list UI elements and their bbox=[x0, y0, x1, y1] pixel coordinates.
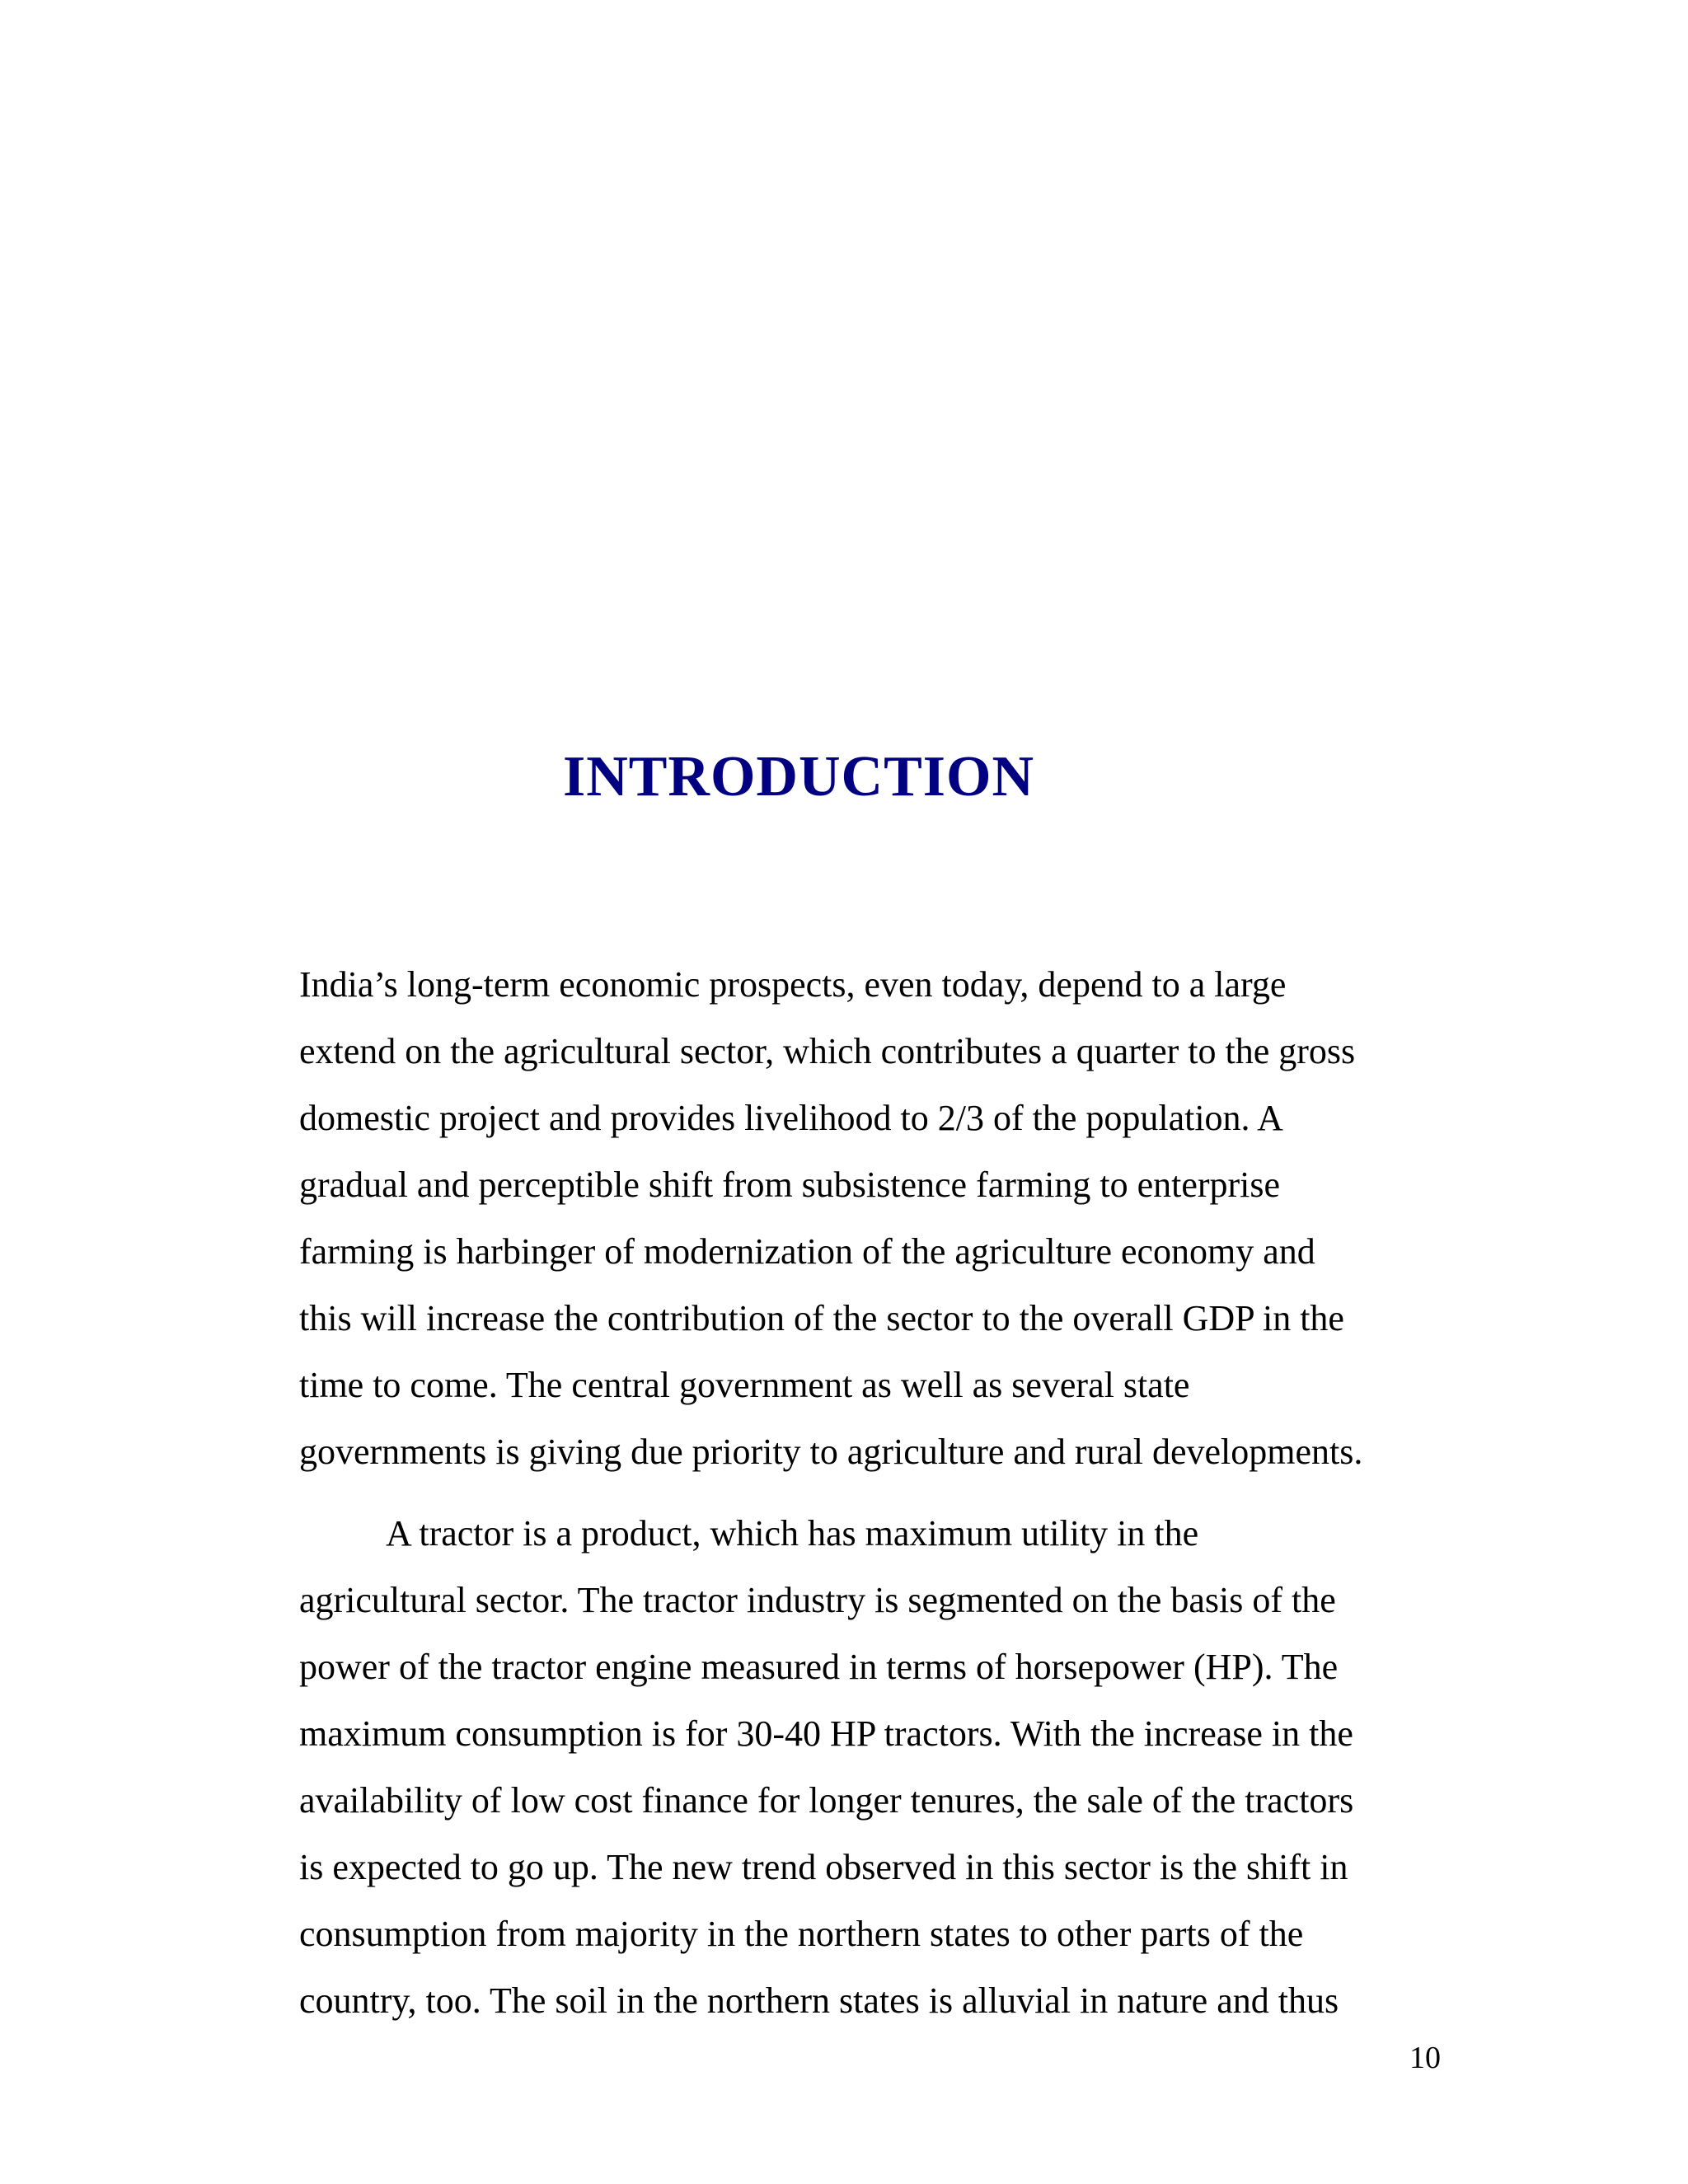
paragraph-line: country, too. The soil in the northern states is alluvial in nature and thus bbox=[299, 1980, 1339, 2021]
paragraph-line: farming is harbinger of modernization of the agriculture economy and bbox=[299, 1231, 1315, 1272]
paragraph-line: consumption from majority in the northern states to other parts of the bbox=[299, 1914, 1304, 1954]
page-number: 10 bbox=[1409, 2041, 1441, 2075]
paragraph-line: gradual and perceptible shift from subsistence farming to enterprise bbox=[299, 1165, 1281, 1205]
paragraph-line: A tractor is a product, which has maximum utility in the bbox=[386, 1513, 1199, 1554]
paragraph-line: extend on the agricultural sector, which contributes a quarter to the gross bbox=[299, 1031, 1356, 1071]
paragraph-1 bbox=[299, 951, 1470, 1485]
paragraph-line: domestic project and provides livelihood to 2/3 of the population. A bbox=[299, 1098, 1283, 1138]
paragraph-line: India’s long-term economic prospects, even today, depend to a large bbox=[299, 964, 1287, 1005]
paragraph-line: is expected to go up. The new trend observed in this sector is the shift in bbox=[299, 1847, 1348, 1887]
paragraph-line: this will increase the contribution of the sector to the overall GDP in the bbox=[299, 1298, 1344, 1338]
paragraph-line: availability of low cost finance for longer tenures, the sale of the tractors bbox=[299, 1780, 1354, 1821]
paragraph-line: maximum consumption is for 30-40 HP tractors. With the increase in the bbox=[299, 1713, 1353, 1754]
paragraph-line: governments is giving due priority to agriculture and rural developments. bbox=[299, 1432, 1363, 1472]
paragraph-line: agricultural sector. The tractor industry is segmented on the basis of the bbox=[299, 1580, 1336, 1620]
paragraph-line: time to come. The central government as well as several state bbox=[299, 1365, 1190, 1405]
section-heading: INTRODUCTION bbox=[562, 745, 1035, 808]
paragraph-2 bbox=[299, 1500, 1470, 2034]
paragraph-line: power of the tractor engine measured in terms of horsepower (HP). The bbox=[299, 1647, 1339, 1687]
